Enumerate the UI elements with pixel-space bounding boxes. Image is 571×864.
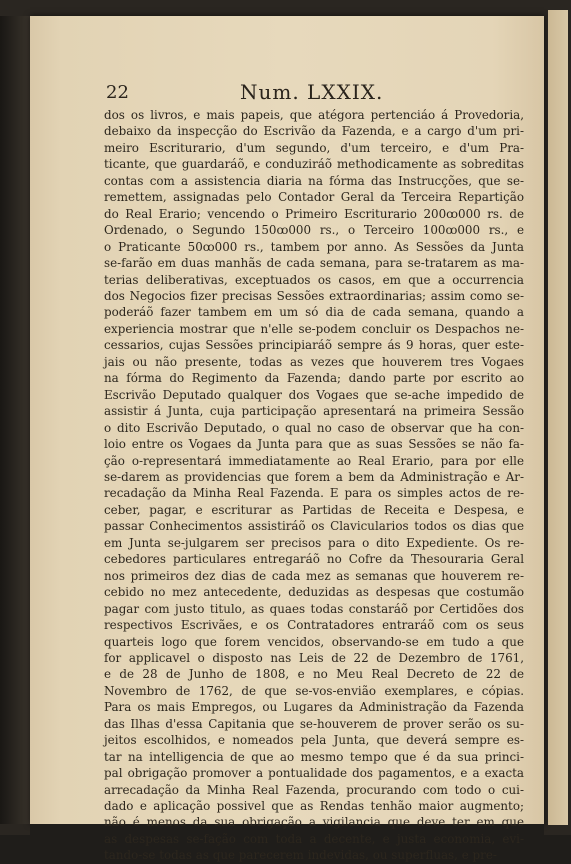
text-line: ticante, que guardaráõ, e conduziráõ methodicamente as sobreditas — [104, 157, 524, 172]
text-line: tar na intelligencia de que ao mesmo tempo que é da sua princi- — [104, 749, 524, 764]
text-line: Novembro de 1762, de que se-vos-envião exemplares, e cópias. — [104, 683, 524, 698]
text-line: terias deliberativas, exceptuados os casos, em que a occurrencia — [104, 272, 524, 287]
text-line: experiencia mostrar que n'elle se-podem concluir os Despachos ne- — [104, 321, 524, 336]
text-line: e de 28 de Junho de 1808, e no Meu Real Decreto de 22 de — [104, 667, 524, 682]
text-line: do Real Erario; vencendo o Primeiro Escriturario 200ꝏ000 rs. de — [104, 206, 524, 221]
text-line: pagar com justo titulo, as quaes todas constaráõ por Certidões dos — [104, 601, 524, 616]
text-line: se-darem as providencias que forem a bem da Administração e Ar- — [104, 469, 524, 484]
text-line: dado e aplicação possivel que as Rendas tenhão maior augmento; — [104, 799, 524, 814]
running-title: Num. LXXIX. — [240, 80, 384, 104]
text-line: loio entre os Vogaes da Junta para que as suas Sessões se não fa- — [104, 437, 524, 452]
text-line: passar Conhecimentos assistiráõ os Clavicularios todos os dias que — [104, 519, 524, 534]
page-number: 22 — [106, 82, 129, 103]
text-line: remettem, assignadas pelo Contador Geral da Terceira Repartição — [104, 190, 524, 205]
text-line: ceber, pagar, e escriturar as Partidas de Receita e Despesa, e — [104, 502, 524, 517]
text-line: debaixo da inspecção do Escrivão da Fazenda, e a cargo d'um pri- — [104, 124, 524, 139]
text-line: arrecadação da Minha Real Fazenda, procurando com todo o cui- — [104, 782, 524, 797]
text-line: Escrivão Deputado qualquer dos Vogaes que se-ache impedido de — [104, 387, 524, 402]
text-line: nos primeiros dez dias de cada mez as semanas que houverem re- — [104, 568, 524, 583]
text-line: jais ou não presente, todas as vezes que houverem tres Vogaes — [104, 354, 524, 369]
text-line: pal obrigação promover a pontualidade dos pagamentos, e a exacta — [104, 766, 524, 781]
text-line: em Junta se-julgarem ser precisos para o dito Expediente. Os re- — [104, 535, 524, 550]
text-line: se-farão em duas manhãs de cada semana, para se-tratarem as ma- — [104, 256, 524, 271]
text-line: o dito Escrivão Deputado, o qual no caso de observar que ha con- — [104, 420, 524, 435]
body-text — [104, 107, 524, 864]
text-line: assistir á Junta, cuja participação apresentará na primeira Sessão — [104, 404, 524, 419]
text-line: meiro Escriturario, d'um segundo, d'um terceiro, e d'um Pra- — [104, 140, 524, 155]
text-line: das Ilhas d'essa Capitania que se-houverem de prover serão os su- — [104, 716, 524, 731]
text-line: respectivos Escrivães, e os Contratadores entraráõ com os seus — [104, 618, 524, 633]
text-line: Ordenado, o Segundo 150ꝏ000 rs., o Terceiro 100ꝏ000 rs., e — [104, 223, 524, 238]
text-line: cessarios, cujas Sessões principiaráõ sempre ás 9 horas, quer este- — [104, 338, 524, 353]
page-header — [104, 66, 524, 106]
text-line: dos os livros, e mais papeis, que atégora pertenciáo á Provedoria, — [104, 108, 524, 122]
text-line: cebedores particulares entregaráõ no Cofre da Thesouraria Geral — [104, 552, 524, 567]
text-line: dos Negocios fizer precisas Sessões extraordinarias; assim como se- — [104, 288, 524, 303]
book-gutter — [0, 16, 30, 824]
text-line: for applicavel o disposto nas Leis de 22 de Dezembro de 1761, — [104, 650, 524, 665]
text-line: ção o-representará immediatamente ao Real Erario, para por elle — [104, 453, 524, 468]
next-page-edge — [548, 10, 568, 825]
text-line: não é menos da sua obrigação a vigilancia que deve ter em que — [104, 815, 524, 830]
text-line: recadação da Minha Real Fazenda. E para os simples actos de re- — [104, 486, 524, 501]
text-line: o Praticante 50ꝏ000 rs., tambem por anno. As Sessões da Junta — [104, 239, 524, 254]
text-line: as despesas se-fação com toda a decente, e justa economia, evi- — [104, 831, 524, 846]
text-line: Para os mais Empregos, ou Lugares da Administração da Fazenda — [104, 700, 524, 715]
text-line: poderáõ fazer tambem em um só dia de cada semana, quando a — [104, 305, 524, 320]
text-line: tando-se todas as que parecerem indevidas, ou superfluas, e pre- — [104, 848, 497, 863]
text-line: na fórma do Regimento da Fazenda; dando parte por escrito ao — [104, 371, 524, 386]
text-line: quarteis logo que forem vencidos, observando-se em tudo a que — [104, 634, 524, 649]
text-line: jeitos escolhidos, e nomeados pela Junta, que deverá sempre es- — [104, 733, 524, 748]
text-line: cebido no mez antecedente, deduzidas as despesas que costumão — [104, 585, 524, 600]
text-line: contas com a assistencia diaria na fórma das Instrucções, que se- — [104, 173, 524, 188]
